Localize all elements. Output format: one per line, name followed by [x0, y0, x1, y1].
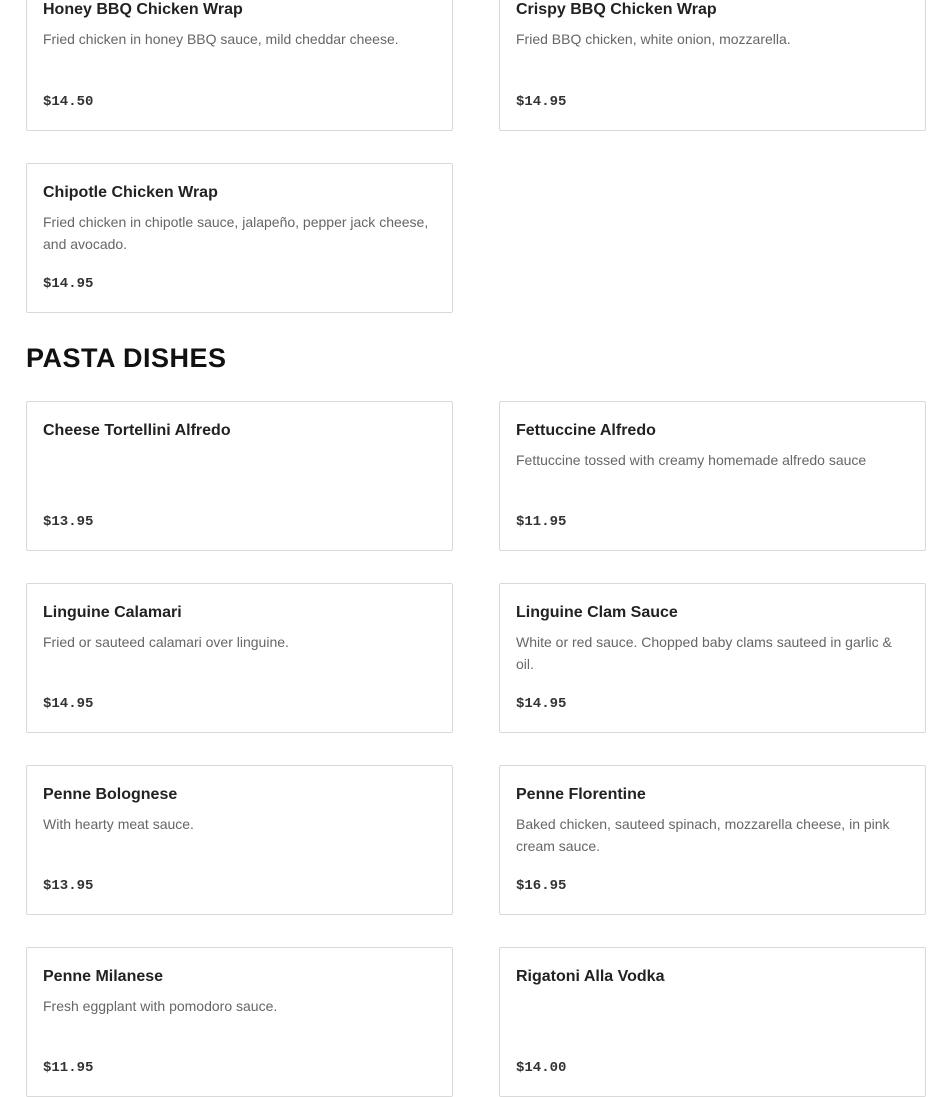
menu-item-price: $14.95 [43, 696, 94, 712]
menu-item-price: $14.95 [43, 276, 94, 292]
menu-item-price: $13.95 [43, 514, 94, 530]
menu-item-description: Fettuccine tossed with creamy homemade alfredo sauce [516, 452, 867, 468]
menu-item-card[interactable] [26, 0, 453, 131]
menu-item-description: White or red sauce. Chopped baby clams sauteed in garlic & oil. [516, 634, 892, 672]
menu-item-price: $14.95 [516, 94, 567, 110]
menu-item-name: Honey BBQ Chicken Wrap [43, 1, 243, 18]
menu-item-price: $11.95 [516, 514, 567, 530]
section-title: PASTA DISHES [26, 343, 227, 373]
menu-item-description: Baked chicken, sauteed spinach, mozzarella cheese, in pink cream sauce. [516, 816, 890, 854]
menu-item-name: Chipotle Chicken Wrap [43, 184, 218, 201]
menu-item-card[interactable] [26, 163, 453, 313]
menu-item-name: Rigatoni Alla Vodka [516, 968, 665, 985]
menu-item-name: Penne Florentine [516, 786, 646, 803]
menu-item-price: $13.95 [43, 878, 94, 894]
menu-item-name: Penne Milanese [43, 968, 164, 985]
menu-item-description: Fried chicken in chipotle sauce, jalapeño, pepper jack cheese, and avocado. [43, 214, 429, 252]
menu-item-name: Cheese Tortellini Alfredo [43, 422, 231, 439]
menu-item-name: Crispy BBQ Chicken Wrap [516, 1, 717, 18]
menu-item-price: $14.50 [43, 94, 94, 110]
menu-item-price: $11.95 [43, 1060, 94, 1076]
menu-item-name: Linguine Calamari [43, 604, 182, 621]
menu-item-card[interactable] [26, 947, 453, 1097]
menu-item-card[interactable] [26, 765, 453, 915]
menu-item-card[interactable] [499, 765, 926, 915]
menu-item-price: $14.00 [516, 1060, 567, 1076]
menu-item-name: Penne Bolognese [43, 786, 178, 803]
menu-item-price: $16.95 [516, 878, 567, 894]
menu-item-card[interactable] [499, 583, 926, 733]
menu-item-description: With hearty meat sauce. [43, 816, 194, 832]
menu-item-card[interactable] [499, 0, 926, 131]
menu-item-price: $14.95 [516, 696, 567, 712]
menu-item-card[interactable] [499, 401, 926, 551]
menu-item-name: Fettuccine Alfredo [516, 422, 656, 439]
menu-item-card[interactable] [26, 401, 453, 551]
menu-item-description: Fresh eggplant with pomodoro sauce. [43, 998, 278, 1014]
menu-item-description: Fried or sauteed calamari over linguine. [43, 634, 289, 650]
menu-item-name: Linguine Clam Sauce [516, 604, 678, 621]
menu-item-card[interactable] [26, 583, 453, 733]
menu-item-description: Fried BBQ chicken, white onion, mozzarella. [516, 31, 791, 47]
menu-item-card[interactable] [499, 947, 926, 1097]
menu-item-description: Fried chicken in honey BBQ sauce, mild cheddar cheese. [43, 31, 399, 47]
